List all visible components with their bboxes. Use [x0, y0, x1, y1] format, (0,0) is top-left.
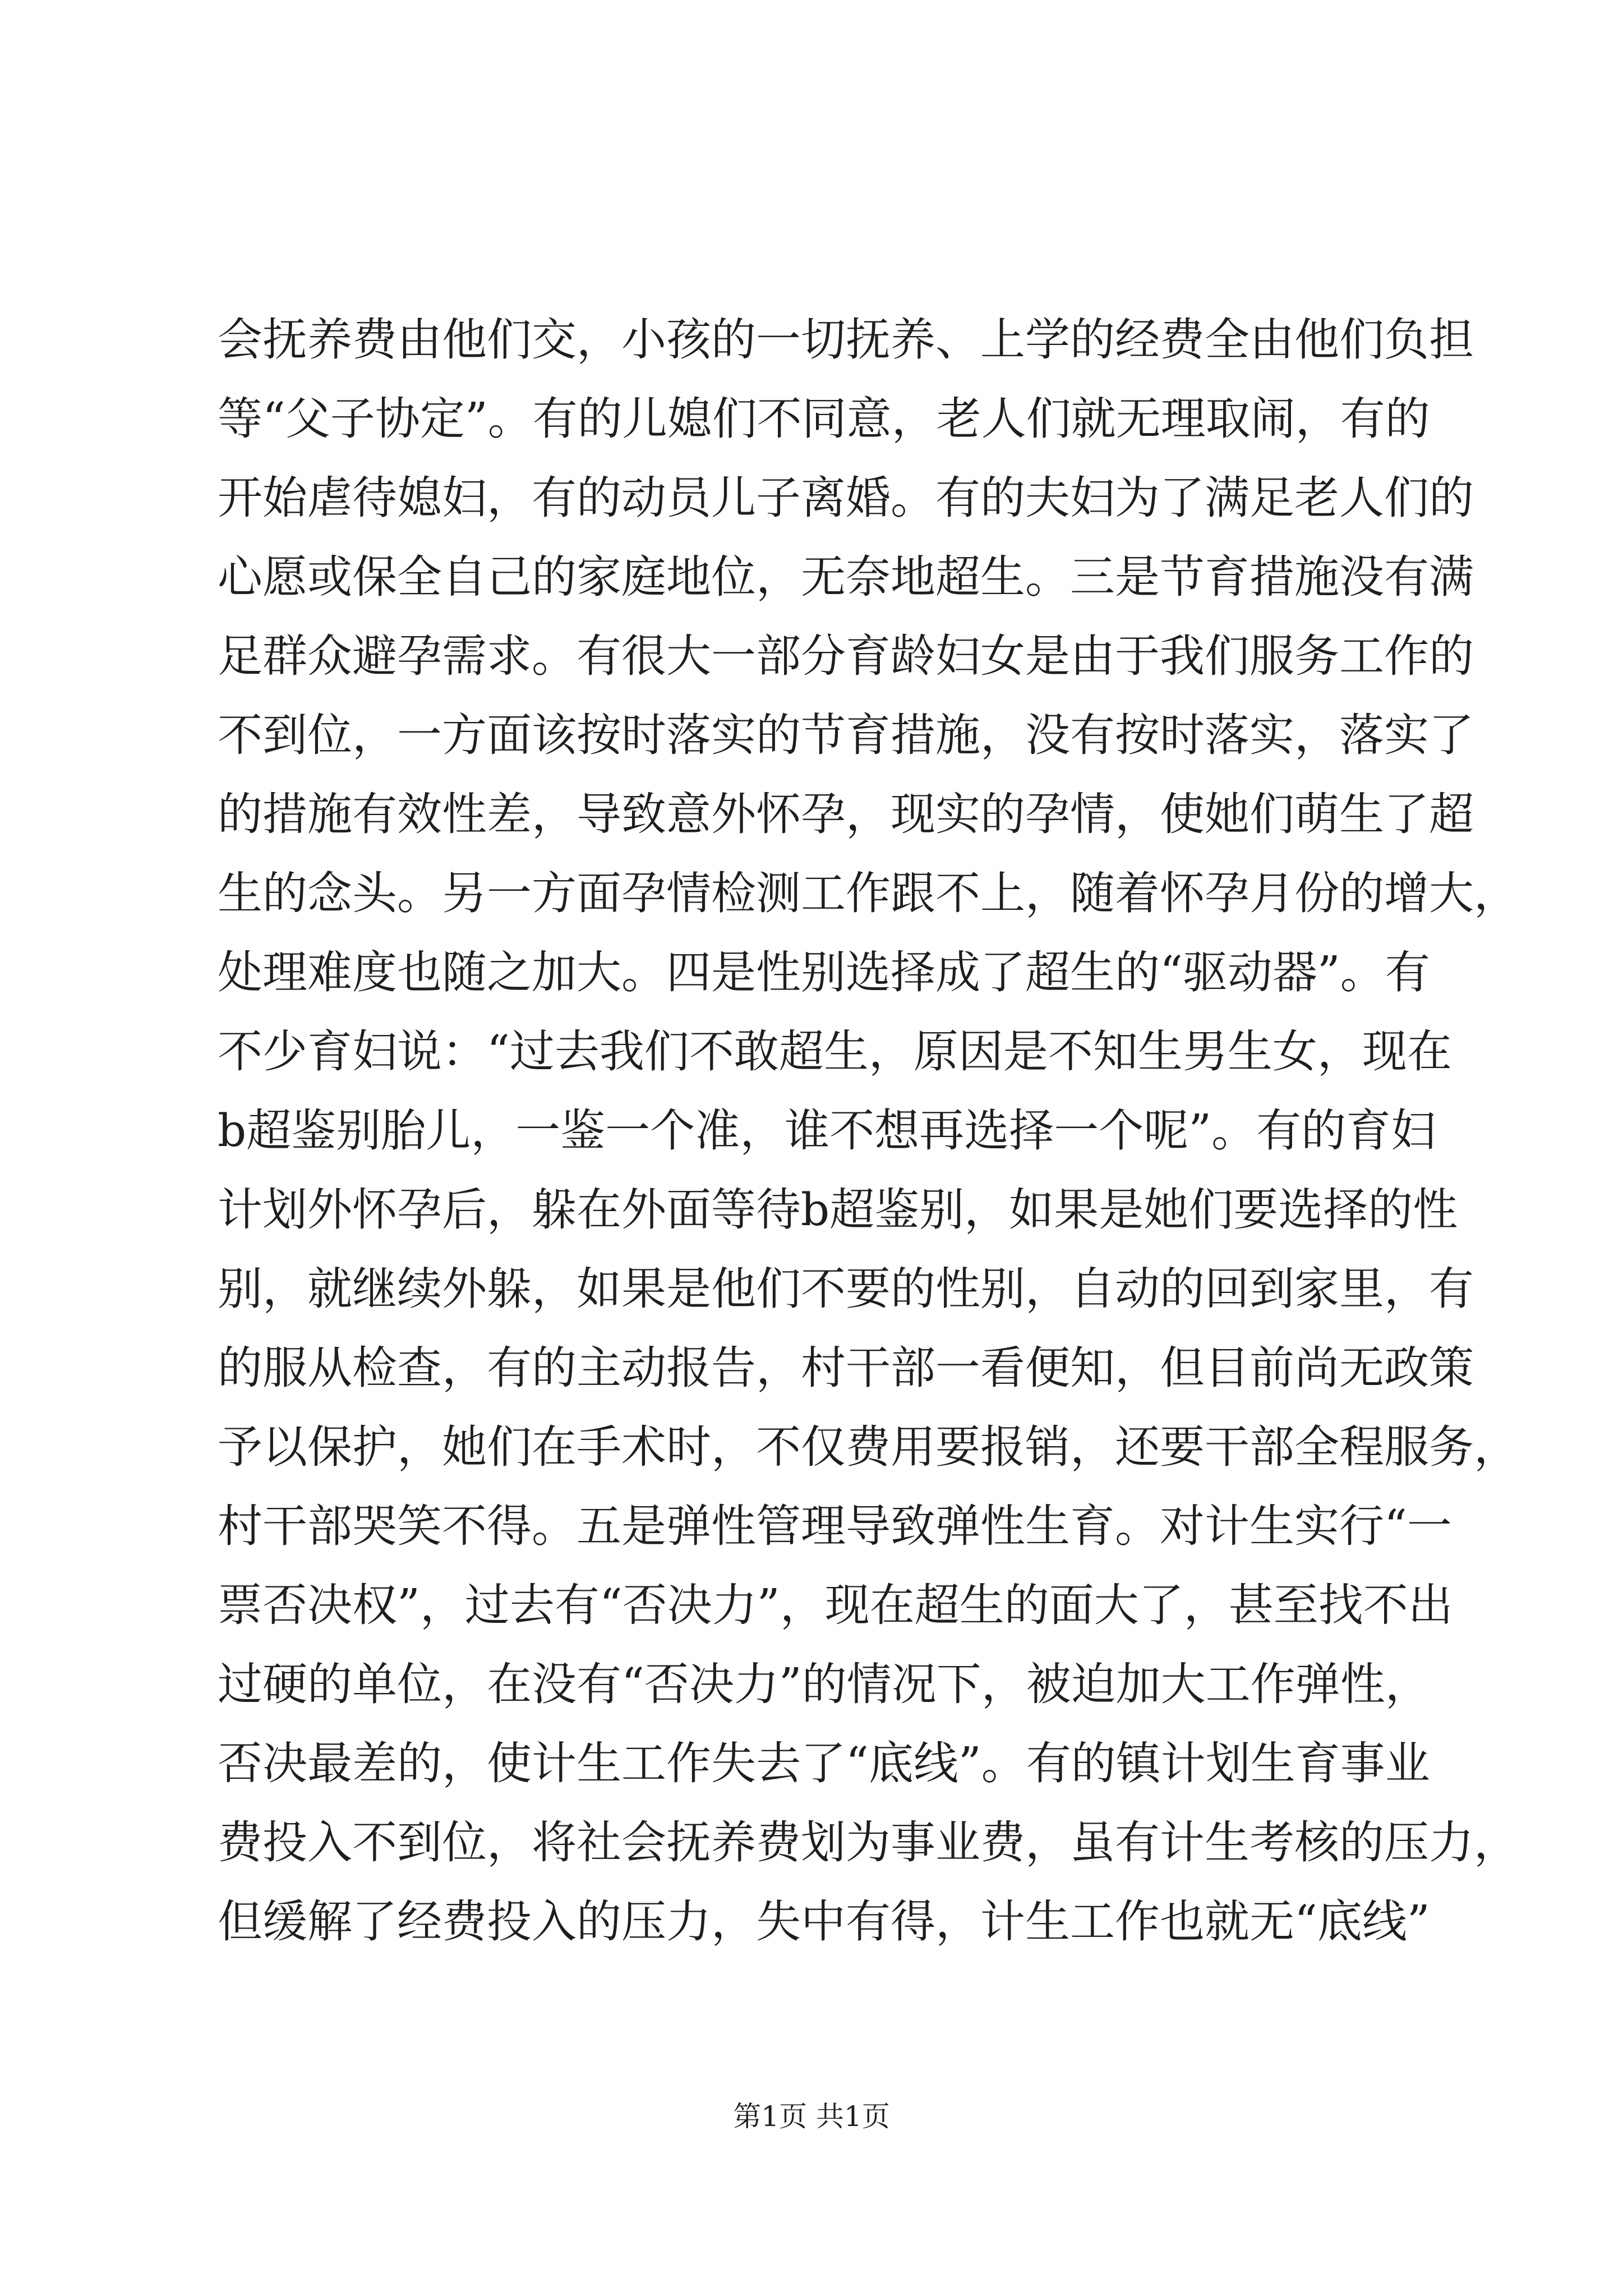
text-line: 计划外怀孕后，躲在外面等待b超鉴别，如果是她们要选择的性: [218, 1184, 1458, 1236]
text-line: 票否决权”，过去有“否决力”，现在超生的面大了，甚至找不出: [218, 1579, 1453, 1631]
text-line: 心愿或保全自己的家庭地位，无奈地超生。三是节育措施没有满: [218, 551, 1474, 603]
text-line: 过硬的单位，在没有“否决力”的情况下，被迫加大工作弹性，: [218, 1658, 1430, 1710]
text-line: 开始虐待媳妇，有的动员儿子离婚。有的夫妇为了满足老人们的: [218, 472, 1474, 524]
text-line: 生的念头。另一方面孕情检测工作跟不上，随着怀孕月份的增大，: [218, 867, 1519, 919]
text-line: 村干部哭笑不得。五是弹性管理导致弹性生育。对计生实行“一: [218, 1500, 1452, 1552]
page-number-footer: 第1页 共1页: [733, 2100, 890, 2133]
text-line: 足群众避孕需求。有很大一部分育龄妇女是由于我们服务工作的: [218, 630, 1474, 682]
text-line: 处理难度也随之加大。四是性别选择成了超生的“驱动器”。有: [218, 946, 1430, 999]
text-line: b超鉴别胎儿，一鉴一个准，谁不想再选择一个呢”。有的育妇: [218, 1105, 1436, 1157]
text-line: 否决最差的，使计生工作失去了“底线”。有的镇计划生育事业: [218, 1737, 1430, 1789]
body-text: [218, 300, 1519, 1961]
text-line: 别，就继续外躲，如果是他们不要的性别，自动的回到家里，有: [218, 1263, 1474, 1315]
text-line: 予以保护，她们在手术时，不仅费用要报销，还要干部全程服务，: [218, 1421, 1519, 1473]
text-line: 但缓解了经费投入的压力，失中有得，计生工作也就无“底线”: [218, 1895, 1430, 1948]
text-line: 会抚养费由他们交，小孩的一切抚养、上学的经费全由他们负担: [218, 314, 1474, 366]
text-line: 的措施有效性差，导致意外怀孕，现实的孕情，使她们萌生了超: [218, 788, 1474, 840]
text-line: 等“父子协定”。有的儿媳们不同意，老人们就无理取闹，有的: [218, 393, 1430, 445]
text-line: 费投入不到位，将社会抚养费划为事业费，虽有计生考核的压力，: [218, 1816, 1519, 1869]
text-line: 的服从检查，有的主动报告，村干部一看便知，但目前尚无政策: [218, 1342, 1474, 1394]
text-line: 不到位，一方面该按时落实的节育措施，没有按时落实，落实了: [218, 709, 1474, 761]
text-line: 不少育妇说：“过去我们不敢超生，原因是不知生男生女，现在: [218, 1025, 1452, 1078]
